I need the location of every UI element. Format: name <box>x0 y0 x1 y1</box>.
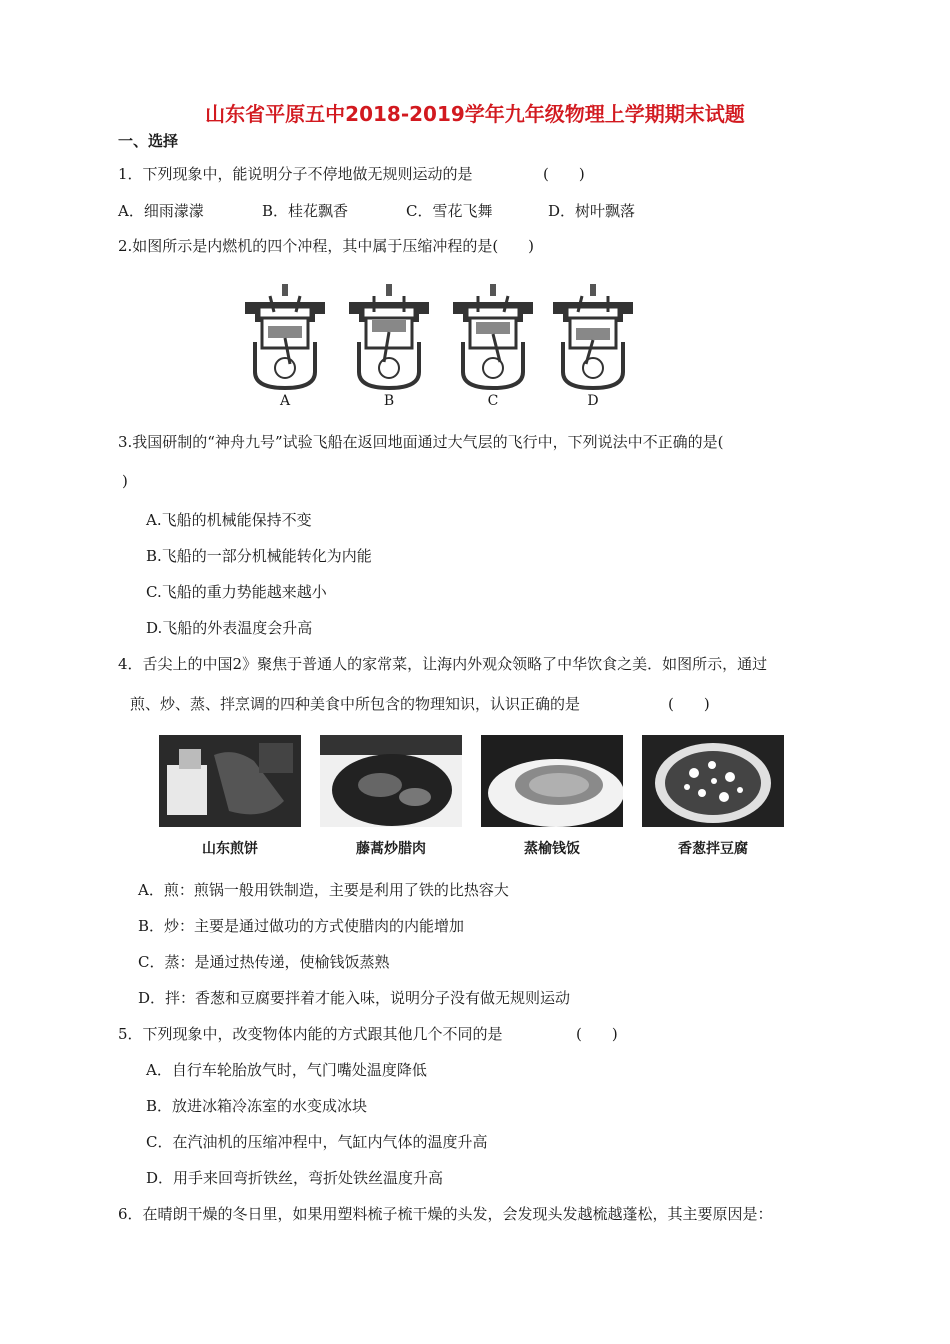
question-4-answer-paren: ( ) <box>668 695 710 713</box>
food-photo-jianbing <box>159 735 301 827</box>
food-photo-tofu <box>642 735 784 827</box>
question-1-option-c: C．雪花飞舞 <box>406 202 493 220</box>
question-1-option-b: B．桂花飘香 <box>262 202 349 220</box>
question-5-option-d: D．用手来回弯折铁丝，弯折处铁丝温度升高 <box>146 1169 444 1187</box>
food-label-2: 藤蒿炒腊肉 <box>356 841 426 857</box>
question-2-stem: 2.如图所示是内燃机的四个冲程，其中属于压缩冲程的是( ) <box>118 237 535 255</box>
engine-diagram-b <box>344 282 434 392</box>
question-3-option-d: D.飞船的外表温度会升高 <box>146 619 313 637</box>
question-3-stem: 3.我国研制的“神舟九号”试验飞船在返回地面通过大气层的飞行中，下列说法中不正确的是( <box>118 433 724 451</box>
question-3-option-a: A.飞船的机械能保持不变 <box>146 511 312 529</box>
food-label-1: 山东煎饼 <box>202 841 258 857</box>
question-4-option-a: A．煎：煎锅一般用铁制造，主要是利用了铁的比热容大 <box>138 881 509 899</box>
question-1-answer-paren: ( ) <box>543 165 585 183</box>
engine-diagram-d <box>548 282 638 392</box>
question-1-stem: 1．下列现象中，能说明分子不停地做无规则运动的是 <box>118 165 473 183</box>
section-heading: 一、选择 <box>118 132 179 150</box>
engine-diagram-a <box>240 282 330 392</box>
question-1-option-a: A．细雨濛濛 <box>118 202 204 220</box>
engine-label-b: B <box>383 393 395 409</box>
question-3-stem-cont: ) <box>122 472 128 490</box>
question-4-option-b: B．炒：主要是通过做功的方式使腊肉的内能增加 <box>138 917 465 935</box>
question-5-option-c: C．在汽油机的压缩冲程中，气缸内气体的温度升高 <box>146 1133 488 1151</box>
food-label-4: 香葱拌豆腐 <box>678 841 748 857</box>
question-4-option-c: C．蒸：是通过热传递，使榆钱饭蒸熟 <box>138 953 390 971</box>
engine-label-c: C <box>487 393 499 409</box>
question-5-answer-paren: ( ) <box>576 1025 618 1043</box>
question-4-option-d: D．拌：香葱和豆腐要拌着才能入味，说明分子没有做无规则运动 <box>138 989 571 1007</box>
engine-label-d: D <box>587 393 599 409</box>
question-5-option-b: B．放进冰箱冷冻室的水变成冰块 <box>146 1097 368 1115</box>
engine-diagram-c <box>448 282 538 392</box>
question-6-stem: 6．在晴朗干燥的冬日里，如果用塑料梳子梳干燥的头发，会发现头发越梳越蓬松，其主要原因是： <box>118 1205 773 1223</box>
question-5-stem: 5．下列现象中，改变物体内能的方式跟其他几个不同的是 <box>118 1025 503 1043</box>
question-3-option-b: B.飞船的一部分机械能转化为内能 <box>146 547 372 565</box>
food-label-3: 蒸榆钱饭 <box>524 841 580 857</box>
food-photo-steamed-rice <box>481 735 623 827</box>
question-4-stem: 4．舌尖上的中国2》聚焦于普通人的家常菜，让海内外观众领略了中华饮食之美．如图所示，通过 <box>118 655 768 673</box>
question-1-option-d: D．树叶飘落 <box>548 202 636 220</box>
question-3-option-c: C.飞船的重力势能越来越小 <box>146 583 327 601</box>
question-5-option-a: A．自行车轮胎放气时，气门嘴处温度降低 <box>146 1061 427 1079</box>
question-4-stem-cont: 煎、炒、蒸、拌烹调的四种美食中所包含的物理知识，认识正确的是 <box>130 695 581 713</box>
food-photo-stir-fry <box>320 735 462 827</box>
engine-label-a: A <box>279 393 291 409</box>
page-title: 山东省平原五中2018-2019学年九年级物理上学期期末试题 <box>205 102 745 126</box>
